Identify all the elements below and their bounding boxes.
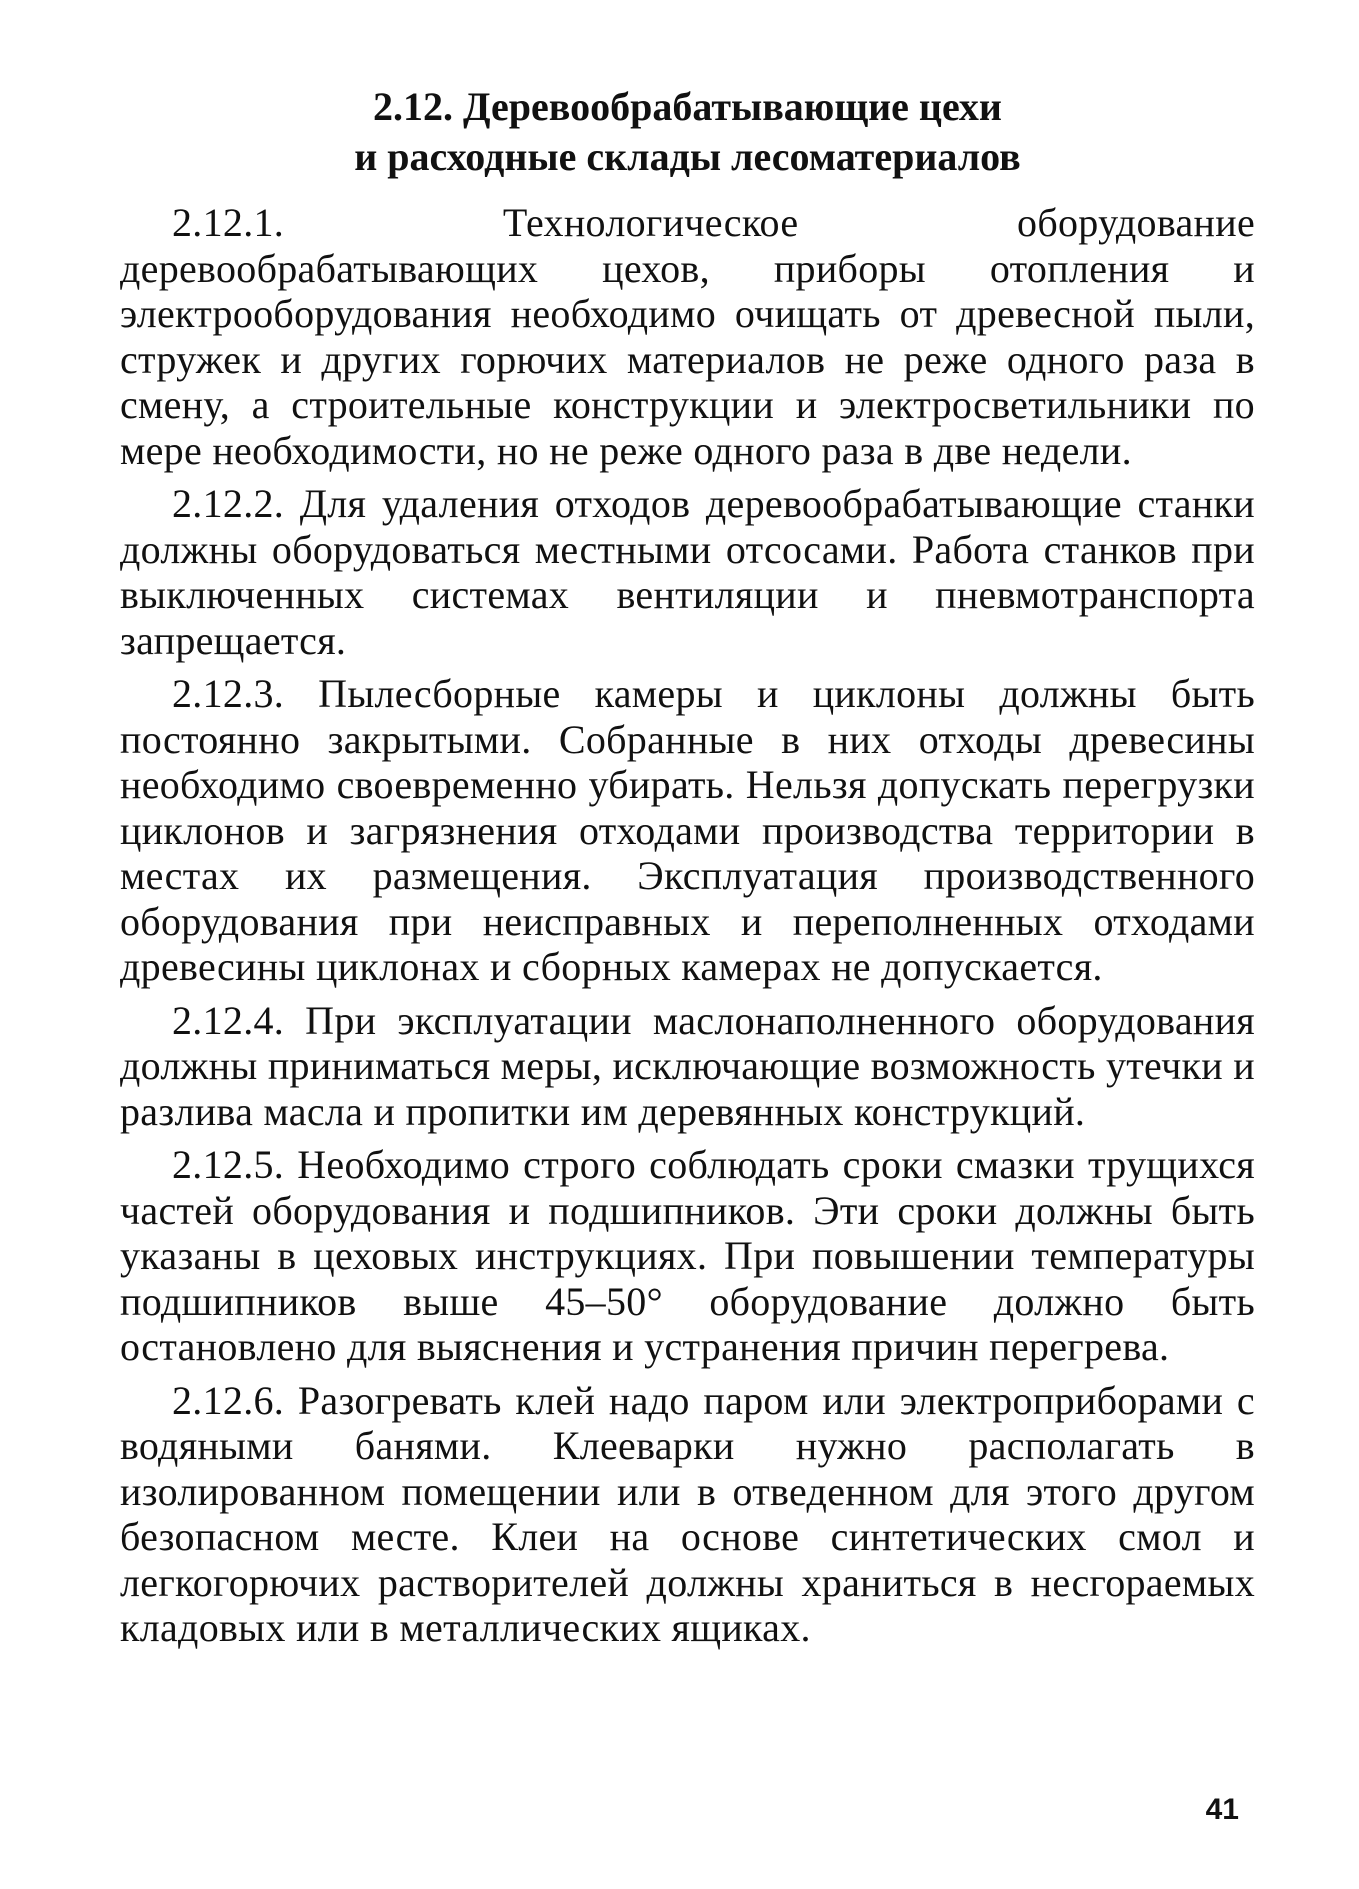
body-text bbox=[120, 200, 1255, 1659]
heading-line-2: и расходные склады лесоматериалов bbox=[354, 134, 1021, 179]
paragraph-number: 2.12.1. bbox=[172, 200, 285, 245]
paragraph-number: 2.12.4. bbox=[172, 997, 285, 1043]
paragraph-2-12-4 bbox=[120, 998, 1255, 1135]
paragraph-text: Для удаления отходов деревообрабатывающие станки должны оборудоваться местными отсосами. Работа станков при выключенных системах вентиляции и пневмотранспорта запрещается. bbox=[120, 481, 1255, 663]
paragraph-text: Необходимо строго соблюдать сроки смазки трущихся частей оборудования и подшипников. Эти сроки должны быть указаны в цеховых инструкциях. При повышении температуры подшипников выше 45–50° оборудование должно быть остановлено для выяснения и устранения причин перегрева. bbox=[120, 1142, 1255, 1369]
paragraph-number: 2.12.5. bbox=[172, 1142, 285, 1187]
paragraph-text: Технологическое оборудование деревообрабатывающих цехов, приборы отопления и электрооборудования необходимо очищать от древесной пыли, стружек и других горючих материалов не реже одного раза в смену, а строительные конструкции и электросветильники по мере необходимости, но не реже одного раза в две недели. bbox=[120, 200, 1255, 473]
paragraph-text: Разогревать клей надо паром или электроприборами с водяными банями. Клееварки нужно располагать в изолированном помещении или в отведенном для этого другом безопасном месте. Клеи на основе синтетических смол и легкогорючих растворителей должны храниться в несгораемых кладовых или в металлических ящиках. bbox=[120, 1377, 1255, 1650]
section-heading bbox=[120, 82, 1255, 182]
paragraph-2-12-1 bbox=[120, 200, 1255, 473]
paragraph-text: Пылесборные камеры и циклоны должны быть постоянно закрытыми. Собранные в них отходы древесины необходимо своевременно убирать. Нельзя допускать перегрузки циклонов и загрязнения отходами производства территории в местах их размещения. Эксплуатация производственного оборудования при неисправных и переполненных отходами древесины циклонах и сборных камерах не допускается. bbox=[120, 671, 1255, 989]
paragraph-2-12-5 bbox=[120, 1142, 1255, 1370]
paragraph-2-12-3 bbox=[120, 671, 1255, 990]
heading-line-1: 2.12. Деревообрабатывающие цехи bbox=[373, 84, 1002, 129]
paragraph-2-12-6 bbox=[120, 1378, 1255, 1651]
paragraph-number: 2.12.2. bbox=[172, 481, 285, 526]
paragraph-2-12-2 bbox=[120, 481, 1255, 663]
paragraph-number: 2.12.6. bbox=[172, 1377, 285, 1423]
paragraph-text: При эксплуатации маслонаполненного оборудования должны приниматься меры, исключающие возможность утечки и разлива масла и пропитки им деревянных конструкций. bbox=[120, 997, 1255, 1134]
paragraph-number: 2.12.3. bbox=[172, 671, 285, 716]
page-number: 41 bbox=[1205, 1793, 1239, 1826]
